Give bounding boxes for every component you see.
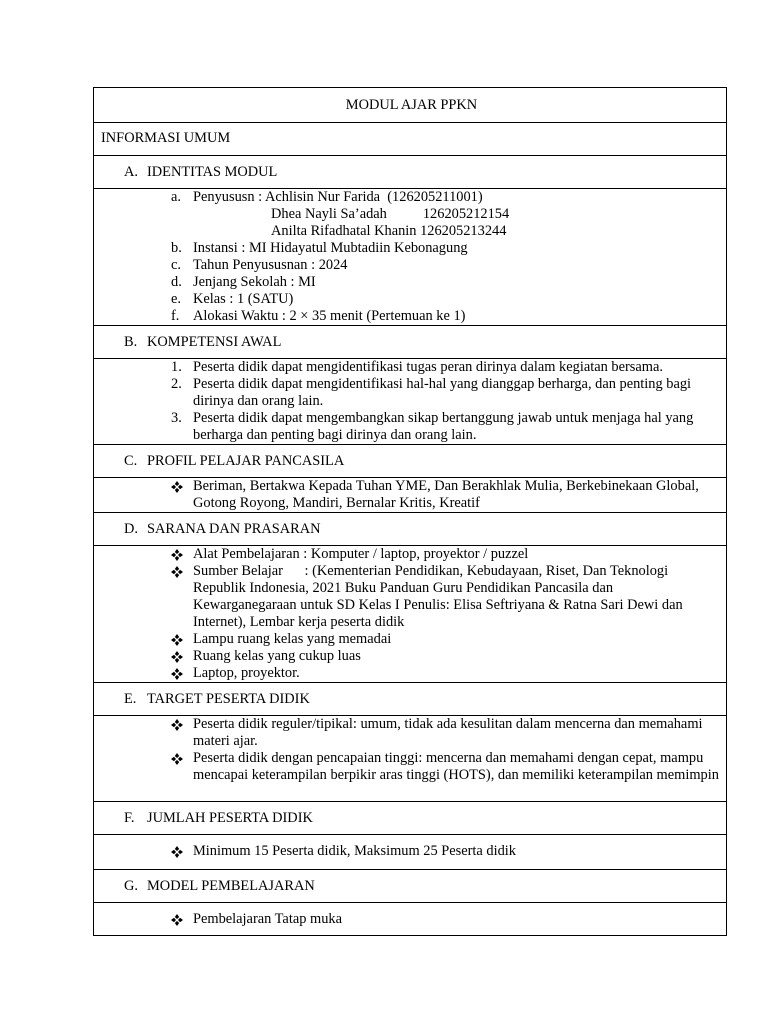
section-letter: E.	[124, 691, 137, 707]
section-a-header-row	[94, 156, 727, 189]
learning-model-list	[94, 903, 726, 928]
four-diamond-bullet-icon	[171, 481, 183, 493]
title-row	[94, 88, 727, 123]
section-d-header-row	[94, 513, 727, 546]
list-item: Lampu ruang kelas yang memadai	[94, 631, 726, 648]
list-item: 2. Peserta didik dapat mengidentifikasi hal-hal yang dianggap berharga, dan penting bagi dirinya dan orang lain.	[171, 376, 692, 409]
list-item: a. Penyususn : Achlisin Nur Farida (126205211001)	[171, 189, 483, 205]
identity-list	[94, 189, 726, 325]
section-f-body-row	[94, 835, 727, 870]
four-diamond-bullet-icon	[171, 719, 183, 731]
section-letter: F.	[124, 810, 135, 826]
section-heading: MODEL PEMBELAJARAN	[147, 878, 315, 894]
list-item: Laptop, proyektor.	[94, 665, 726, 682]
section-letter: G.	[124, 878, 138, 894]
list-item: Peserta didik dengan pencapaian tinggi: mencerna dan memahami dengan cepat, mampu mencapai keterampilan berpikir aras tinggi (HOTS), dan memiliki keterampilan memimpin	[94, 750, 726, 784]
participant-list	[94, 835, 726, 860]
module-table	[93, 87, 727, 936]
list-item: Alat Pembelajaran : Komputer / laptop, proyektor / puzzel	[94, 546, 726, 563]
list-item: Beriman, Bertakwa Kepada Tuhan YME, Dan Berakhlak Mulia, Berkebinekaan Global, Gotong Royong, Mandiri, Bernalar Kritis, Kreatif	[94, 478, 726, 512]
section-b-body-row	[94, 359, 727, 445]
section-heading: SARANA DAN PRASARAN	[147, 521, 321, 537]
list-item: 1. Peserta didik dapat mengidentifikasi tugas peran dirinya dalam kegiatan bersama.	[171, 359, 663, 375]
section-a-body-row	[94, 189, 727, 326]
list-item: b. Instansi : MI Hidayatul Mubtadiin Kebonagung	[171, 240, 468, 256]
four-diamond-bullet-icon	[171, 668, 183, 680]
section-heading: JUMLAH PESERTA DIDIK	[147, 810, 313, 826]
section-f-header-row	[94, 802, 727, 835]
info-header: INFORMASI UMUM	[101, 130, 231, 146]
list-item: f. Alokasi Waktu : 2 × 35 menit (Pertemuan ke 1)	[171, 308, 466, 324]
document-title: MODUL AJAR PPKN	[345, 97, 478, 113]
four-diamond-bullet-icon	[171, 634, 183, 646]
list-item: Ruang kelas yang cukup luas	[94, 648, 726, 665]
section-b-header-row	[94, 326, 727, 359]
four-diamond-bullet-icon	[171, 566, 183, 578]
section-letter: C.	[124, 453, 138, 469]
list-item: 3. Peserta didik dapat mengembangkan sikap bertanggung jawab untuk menjaga hal yang berharga dan penting bagi dirinya dan orang lain.	[171, 410, 694, 443]
section-c-body-row	[94, 478, 727, 513]
four-diamond-bullet-icon	[171, 549, 183, 561]
four-diamond-bullet-icon	[171, 846, 183, 858]
section-heading: IDENTITAS MODUL	[147, 164, 278, 180]
section-heading: PROFIL PELAJAR PANCASILA	[147, 453, 345, 469]
target-list	[94, 716, 726, 784]
section-e-header-row	[94, 683, 727, 716]
section-e-body-row	[94, 716, 727, 802]
section-c-header-row	[94, 445, 727, 478]
list-item: Peserta didik reguler/tipikal: umum, tidak ada kesulitan dalam mencerna dan memahami materi ajar.	[94, 716, 726, 750]
info-row	[94, 123, 727, 156]
list-item: Dhea Nayli Sa’adah 126205212154	[271, 206, 510, 222]
list-item: Minimum 15 Peserta didik, Maksimum 25 Peserta didik	[94, 843, 726, 860]
section-heading: KOMPETENSI AWAL	[147, 334, 282, 350]
four-diamond-bullet-icon	[171, 914, 183, 926]
section-d-body-row	[94, 546, 727, 683]
list-item: Sumber Belajar : (Kementerian Pendidikan, Kebudayaan, Riset, Dan Teknologi Republik Indonesia, 2021 Buku Panduan Guru Pendidikan Pancasila dan Kewarganegaraan untuk SD Kelas I Penulis: Elisa Seftriyana & Ratna Sari Dewi dan Internet), Lembar kerja peserta didik	[94, 563, 726, 631]
list-item: Anilta Rifadhatal Khanin 126205213244	[271, 223, 507, 239]
section-letter: A.	[124, 164, 138, 180]
list-item: Pembelajaran Tatap muka	[94, 911, 726, 928]
section-g-header-row	[94, 870, 727, 903]
list-item: d. Jenjang Sekolah : MI	[171, 274, 316, 290]
section-letter: B.	[124, 334, 138, 350]
section-g-body-row	[94, 903, 727, 936]
section-letter: D.	[124, 521, 138, 537]
four-diamond-bullet-icon	[171, 753, 183, 765]
facilities-list	[94, 546, 726, 682]
four-diamond-bullet-icon	[171, 651, 183, 663]
list-item: c. Tahun Penyususnan : 2024	[171, 257, 348, 273]
competency-list	[94, 359, 726, 444]
profile-list	[94, 478, 726, 512]
section-heading: TARGET PESERTA DIDIK	[147, 691, 310, 707]
list-item: e. Kelas : 1 (SATU)	[171, 291, 294, 307]
